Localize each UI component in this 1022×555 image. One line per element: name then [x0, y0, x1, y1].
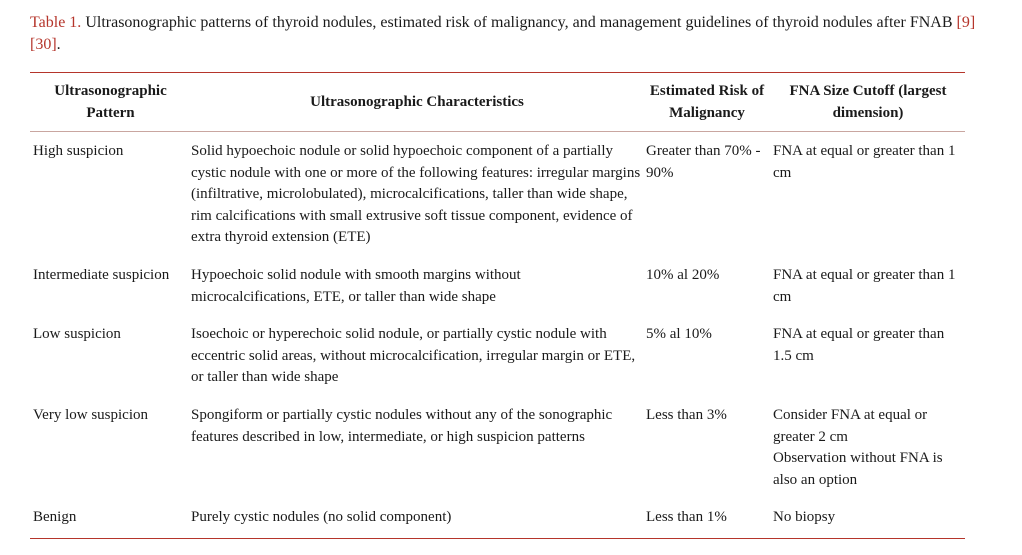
row-4-characteristics: Spongiform or partially cystic nodules without any of the sonographic features described in low, intermediate, or high suspicion patterns [191, 407, 613, 445]
row-4-cutoff: Consider FNA at equal or greater 2 cm [773, 407, 928, 445]
row-3-characteristics: Isoechoic or hyperechoic solid nodule, or partially cystic nodule with eccentric solid areas, without microcalcification, irregular margin or ETE, or taller than wide shape [191, 326, 636, 385]
row-4-risk: Less than 3% [646, 407, 727, 423]
row-2-characteristics: Hypoechoic solid nodule with smooth margins without microcalcifications, ETE, or taller than wide shape [191, 267, 521, 305]
row-5-cutoff: No biopsy [773, 509, 836, 525]
row-2-pattern: Intermediate suspicion [33, 267, 170, 283]
row-1-risk: Greater than 70% - 90% [646, 143, 761, 181]
header-risk: Estimated Risk of Malignancy [649, 83, 765, 121]
row-1-pattern: High suspicion [33, 143, 124, 159]
caption-text: Ultrasonographic patterns of thyroid nodules, estimated risk of malignancy, and management guidelines of thyroid nodules after FNAB [81, 14, 957, 31]
row-1-characteristics: Solid hypoechoic nodule or solid hypoechoic component of a partially cystic nodule with one or more of the following features: irregular margins (infiltrative, microlobulated), microcalcifications, taller than wide shape, rim calcifications with small extrusive soft tissue component, evidence of extra thyroid extension (ETE) [191, 143, 641, 245]
table-label: Table 1. [30, 14, 82, 31]
row-3-cutoff: FNA at equal or greater than 1.5 cm [773, 326, 945, 364]
row-3-pattern: Low suspicion [33, 326, 121, 342]
row-1-cutoff: FNA at equal or greater than 1 cm [773, 143, 956, 181]
table-bottom-rule [30, 538, 965, 539]
reference-link[interactable]: [30] [30, 36, 57, 53]
row-5-characteristics: Purely cystic nodules (no solid component) [191, 509, 452, 525]
row-2-cutoff: FNA at equal or greater than 1 cm [773, 267, 956, 305]
row-2-risk: 10% al 20% [646, 267, 720, 283]
header-cutoff: FNA Size Cutoff (largest dimension) [789, 83, 947, 121]
table-top-rule [30, 72, 965, 73]
header-pattern: Ultrasonographic Pattern [54, 83, 167, 121]
row-3-risk: 5% al 10% [646, 326, 712, 342]
caption-period: . [56, 36, 61, 53]
row-4-cutoff-note: Observation without FNA is also an option [773, 450, 943, 488]
reference-link[interactable]: [9] [956, 14, 976, 31]
row-5-pattern: Benign [33, 509, 77, 525]
row-5-risk: Less than 1% [646, 509, 727, 525]
header-rule [30, 131, 965, 132]
header-characteristics: Ultrasonographic Characteristics [310, 94, 524, 110]
row-4-pattern: Very low suspicion [33, 407, 148, 423]
table-caption [30, 12, 980, 56]
